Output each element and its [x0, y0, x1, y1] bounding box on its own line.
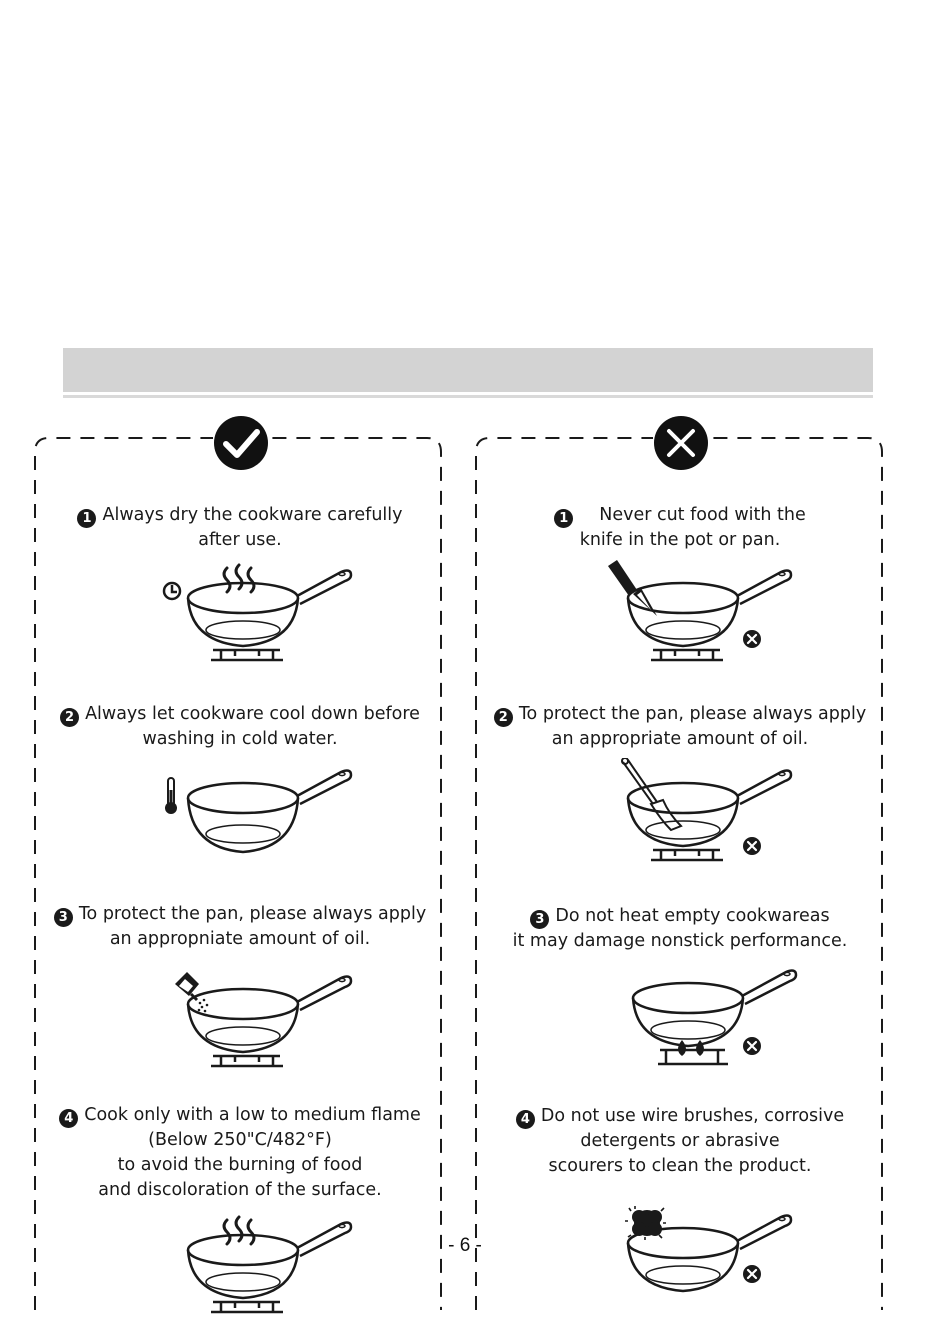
pan-icon	[188, 571, 351, 646]
small-cross-icon	[743, 630, 761, 648]
dont-item-1-text: 1 Never cut food with the knife in the pot or pan.	[482, 503, 878, 553]
dont-item-2-number: 2	[494, 708, 513, 727]
page-number: - 6 -	[448, 1235, 482, 1256]
dont-item-2-illustration	[595, 758, 805, 870]
pan-icon	[188, 977, 351, 1052]
stove-burner-icon	[211, 650, 283, 660]
do-item-3-number: 3	[54, 908, 73, 927]
pan-icon	[628, 771, 791, 846]
oil-bottle-icon	[175, 972, 208, 1012]
small-cross-icon	[743, 1037, 761, 1055]
thermometer-icon	[165, 778, 177, 814]
clock-icon	[164, 583, 180, 599]
do-item-4-number: 4	[59, 1109, 78, 1128]
dont-item-4-illustration	[595, 1205, 805, 1315]
dont-item-3-number: 3	[530, 910, 549, 929]
dont-item-4-text: 4 Do not use wire brushes, corrosive detergents or abrasive scourers to clean the product.	[482, 1104, 878, 1179]
pan-icon	[188, 1223, 351, 1298]
wire-brush-icon	[625, 1206, 666, 1240]
do-item-2-illustration	[155, 760, 365, 870]
knife-icon	[608, 560, 657, 616]
pan-icon	[188, 771, 351, 852]
dont-item-3-text: 3 Do not heat empty cookwareas it may damage nonstick performance.	[512, 906, 848, 951]
do-item-1-text: 1 Always dry the cookware carefully after use.	[40, 503, 440, 553]
dont-item-3-illustration	[600, 962, 810, 1072]
stove-burner-icon	[211, 1056, 283, 1066]
dont-item-1-illustration	[595, 560, 805, 670]
small-cross-icon	[743, 1265, 761, 1283]
do-item-1-illustration	[155, 560, 365, 670]
do-item-3-illustration	[155, 966, 365, 1076]
steam-icon	[224, 565, 254, 592]
cross-icon	[653, 415, 709, 471]
dont-item-4-number: 4	[516, 1110, 535, 1129]
checkmark-icon	[213, 415, 269, 471]
flame-icon	[678, 1040, 704, 1056]
do-item-3-text: 3 To protect the pan, please always apply an appropniate amount of oil.	[40, 902, 440, 952]
dont-item-1-number: 1	[554, 509, 573, 528]
stove-burner-icon	[651, 850, 723, 860]
stove-burner-icon	[658, 1050, 728, 1064]
stove-burner-icon	[651, 650, 723, 660]
do-item-2-text: 2 Always let cookware cool down before washing in cold water.	[40, 702, 440, 752]
dont-item-2-text: 2 To protect the pan, please always apply an appropriate amount of oil.	[482, 702, 878, 752]
steam-icon	[224, 1217, 254, 1244]
stove-burner-icon	[211, 1302, 283, 1312]
do-item-1-number: 1	[77, 509, 96, 528]
do-item-4-illustration	[155, 1212, 365, 1324]
do-item-4-text: 4 Cook only with a low to medium flame (Below 250"C/482°F) to avoid the burning of food and discoloration of the surface.	[40, 1103, 440, 1203]
do-item-2-number: 2	[60, 708, 79, 727]
pan-icon	[633, 971, 796, 1046]
small-cross-icon	[743, 837, 761, 855]
